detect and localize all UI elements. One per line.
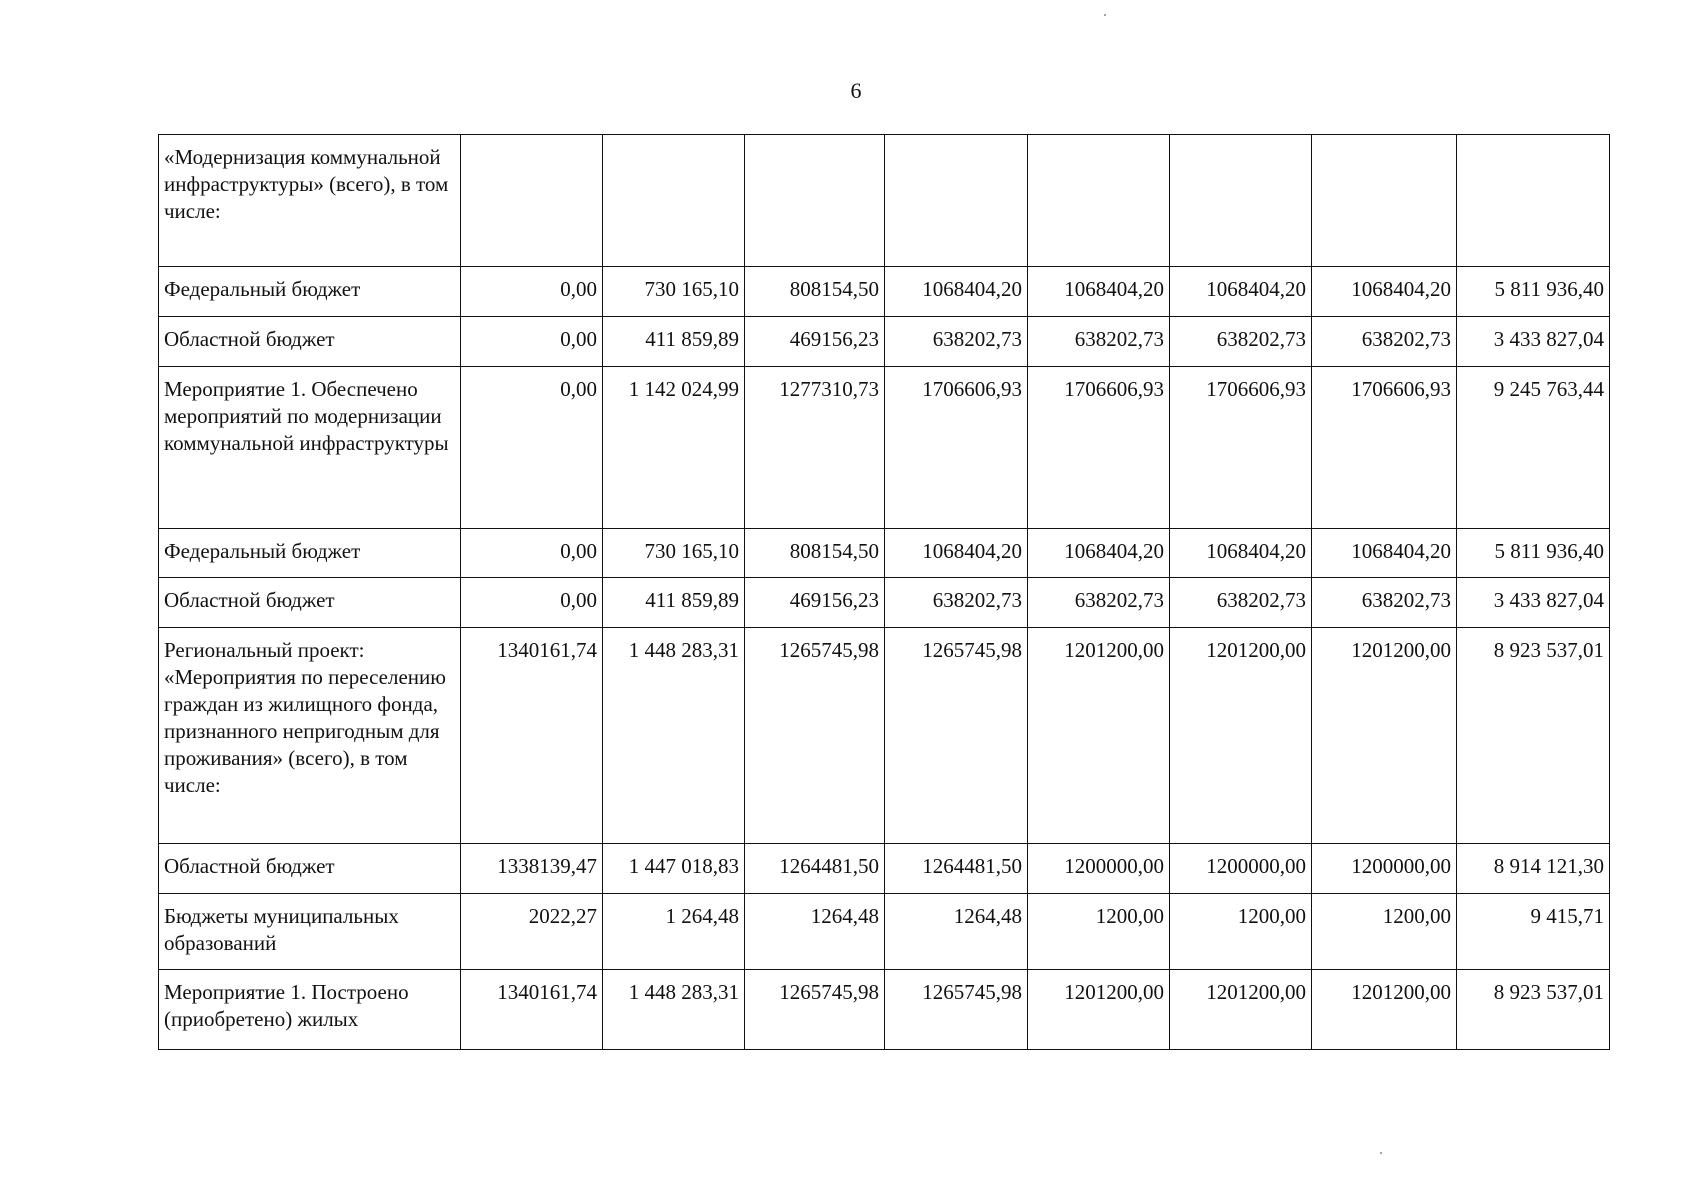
value-cell: 638202,73 <box>885 578 1028 628</box>
value-cell: 8 923 537,01 <box>1457 628 1610 844</box>
value-cell: 1265745,98 <box>745 970 885 1050</box>
row-label: Федеральный бюджет <box>159 529 461 578</box>
value-cell: 1264,48 <box>745 894 885 970</box>
table-row <box>159 529 1610 578</box>
value-cell: 5 811 936,40 <box>1457 267 1610 317</box>
value-cell <box>885 135 1028 267</box>
value-cell: 1706606,93 <box>1312 367 1457 529</box>
value-cell: 1 448 283,31 <box>603 628 745 844</box>
table-body <box>159 135 1610 1050</box>
value-cell: 638202,73 <box>885 317 1028 367</box>
value-cell: 1200,00 <box>1170 894 1312 970</box>
value-cell: 638202,73 <box>1170 578 1312 628</box>
value-cell <box>603 135 745 267</box>
value-cell: 1340161,74 <box>461 970 603 1050</box>
row-label: Мероприятие 1. Построено (приобретено) жилых <box>159 970 461 1050</box>
value-cell: 1068404,20 <box>885 529 1028 578</box>
row-label: «Модернизация коммунальной инфраструктуры» (всего), в том числе: <box>159 135 461 267</box>
value-cell <box>1312 135 1457 267</box>
value-cell: 1201200,00 <box>1028 970 1170 1050</box>
value-cell: 1068404,20 <box>1312 267 1457 317</box>
value-cell: 808154,50 <box>745 529 885 578</box>
table-row <box>159 894 1610 970</box>
value-cell: 1277310,73 <box>745 367 885 529</box>
value-cell: 1340161,74 <box>461 628 603 844</box>
value-cell: 638202,73 <box>1028 317 1170 367</box>
value-cell: 1 142 024,99 <box>603 367 745 529</box>
table-row <box>159 367 1610 529</box>
value-cell: 730 165,10 <box>603 529 745 578</box>
table-row <box>159 135 1610 267</box>
value-cell: 808154,50 <box>745 267 885 317</box>
row-label: Бюджеты муниципальных образований <box>159 894 461 970</box>
value-cell: 5 811 936,40 <box>1457 529 1610 578</box>
value-cell <box>1457 135 1610 267</box>
row-label: Региональный проект: «Мероприятия по переселению граждан из жилищного фонда, признанного непригодным для проживания» (всего), в том числе: <box>159 628 461 844</box>
value-cell: 3 433 827,04 <box>1457 578 1610 628</box>
value-cell: 8 923 537,01 <box>1457 970 1610 1050</box>
value-cell: 1706606,93 <box>1028 367 1170 529</box>
value-cell: 9 415,71 <box>1457 894 1610 970</box>
page-number: 6 <box>850 78 862 103</box>
value-cell: 1706606,93 <box>1170 367 1312 529</box>
table-row <box>159 628 1610 844</box>
value-cell: 0,00 <box>461 367 603 529</box>
value-cell: 0,00 <box>461 578 603 628</box>
value-cell: 1201200,00 <box>1312 628 1457 844</box>
value-cell: 1264481,50 <box>885 844 1028 894</box>
value-cell <box>1170 135 1312 267</box>
scan-speck <box>1104 14 1106 16</box>
value-cell: 8 914 121,30 <box>1457 844 1610 894</box>
value-cell: 0,00 <box>461 267 603 317</box>
value-cell: 1201200,00 <box>1028 628 1170 844</box>
value-cell: 1264,48 <box>885 894 1028 970</box>
table-row <box>159 970 1610 1050</box>
value-cell: 411 859,89 <box>603 317 745 367</box>
value-cell: 1706606,93 <box>885 367 1028 529</box>
value-cell <box>1028 135 1170 267</box>
value-cell: 1265745,98 <box>885 970 1028 1050</box>
table-row <box>159 267 1610 317</box>
value-cell: 1068404,20 <box>1170 267 1312 317</box>
value-cell: 0,00 <box>461 317 603 367</box>
value-cell: 1 264,48 <box>603 894 745 970</box>
value-cell: 2022,27 <box>461 894 603 970</box>
value-cell: 1200000,00 <box>1170 844 1312 894</box>
value-cell: 1265745,98 <box>885 628 1028 844</box>
value-cell: 1200,00 <box>1028 894 1170 970</box>
value-cell: 1068404,20 <box>885 267 1028 317</box>
row-label: Федеральный бюджет <box>159 267 461 317</box>
value-cell: 638202,73 <box>1312 578 1457 628</box>
value-cell: 730 165,10 <box>603 267 745 317</box>
value-cell: 638202,73 <box>1312 317 1457 367</box>
value-cell: 1068404,20 <box>1170 529 1312 578</box>
value-cell: 1201200,00 <box>1170 970 1312 1050</box>
budget-table <box>158 134 1610 1050</box>
scan-speck <box>1380 1152 1382 1154</box>
value-cell: 638202,73 <box>1028 578 1170 628</box>
value-cell: 411 859,89 <box>603 578 745 628</box>
value-cell: 1200000,00 <box>1312 844 1457 894</box>
value-cell: 1068404,20 <box>1028 529 1170 578</box>
value-cell: 469156,23 <box>745 317 885 367</box>
value-cell: 9 245 763,44 <box>1457 367 1610 529</box>
value-cell <box>745 135 885 267</box>
value-cell: 1338139,47 <box>461 844 603 894</box>
value-cell: 469156,23 <box>745 578 885 628</box>
value-cell: 1264481,50 <box>745 844 885 894</box>
value-cell: 1201200,00 <box>1312 970 1457 1050</box>
value-cell: 638202,73 <box>1170 317 1312 367</box>
value-cell: 1068404,20 <box>1028 267 1170 317</box>
value-cell: 3 433 827,04 <box>1457 317 1610 367</box>
value-cell: 1 448 283,31 <box>603 970 745 1050</box>
value-cell: 1201200,00 <box>1170 628 1312 844</box>
value-cell <box>461 135 603 267</box>
value-cell: 1200000,00 <box>1028 844 1170 894</box>
row-label: Областной бюджет <box>159 844 461 894</box>
value-cell: 0,00 <box>461 529 603 578</box>
value-cell: 1 447 018,83 <box>603 844 745 894</box>
value-cell: 1265745,98 <box>745 628 885 844</box>
value-cell: 1068404,20 <box>1312 529 1457 578</box>
row-label: Областной бюджет <box>159 317 461 367</box>
table-row <box>159 578 1610 628</box>
row-label: Мероприятие 1. Обеспечено мероприятий по модернизации коммунальной инфраструктуры <box>159 367 461 529</box>
row-label: Областной бюджет <box>159 578 461 628</box>
value-cell: 1200,00 <box>1312 894 1457 970</box>
table-row <box>159 317 1610 367</box>
table-row <box>159 844 1610 894</box>
